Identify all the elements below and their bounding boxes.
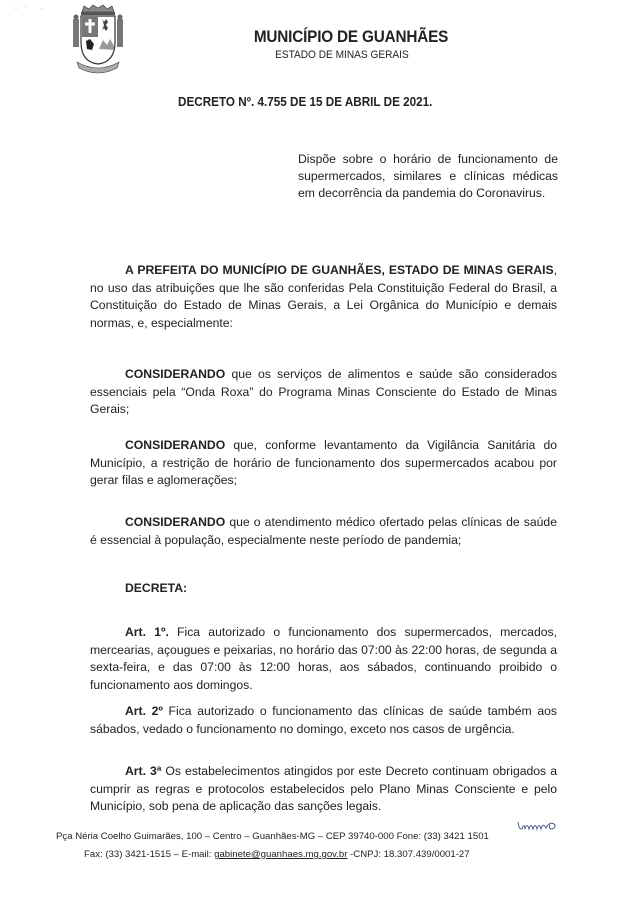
article-paragraph	[90, 624, 557, 694]
considerando-text: que o atendimento médico ofertado pelas clínicas de saúde é essencial à população, especialmente neste período de pandemia;	[90, 515, 557, 547]
article-paragraph	[90, 763, 557, 816]
state-name: ESTADO DE MINAS GERAIS	[275, 49, 409, 61]
preamble-paragraph	[90, 262, 557, 332]
decree-title: DECRETO Nº. 4.755 DE 15 DE ABRIL DE 2021.	[178, 94, 433, 109]
considerando-text: que, conforme levantamento da Vigilância Sanitária do Município, a restrição de horário de funcionamento dos supermercados acabou por gerar filas e aglomerações;	[90, 438, 557, 487]
considerando-lead: CONSIDERANDO	[125, 438, 226, 452]
footer-contact	[84, 849, 584, 860]
article-number: Art. 1º.	[125, 625, 169, 639]
considerando-paragraph	[90, 514, 557, 549]
article-number: Art. 3ª	[125, 764, 162, 778]
footer-address: Pça Néria Coelho Guimarães, 100 – Centro – Guanhães-MG – CEP 39740-000 Fone: (33) 3421 1501	[56, 831, 489, 842]
municipality-name: MUNICÍPIO DE GUANHÃES	[253, 27, 449, 46]
article-number: Art. 2º	[125, 704, 163, 718]
considerando-lead: CONSIDERANDO	[125, 515, 226, 529]
article-text: Fica autorizado o funcionamento das clínicas de saúde também aos sábados, vedado o funcionamento no domingo, exceto nos casos de urgência.	[90, 704, 557, 736]
footer-email-link[interactable]: gabinete@guanhaes.mg.gov.br	[214, 849, 348, 860]
decreta-label: DECRETA:	[125, 581, 188, 595]
scan-speck-icon	[12, 4, 52, 12]
article-text: Os estabelecimentos atingidos por este Decreto continuam obrigados a cumprir as regras e protocolos estabelecidos pelo Plano Minas Consciente e pelo Município, sob pena de aplicação das sanções legais.	[90, 764, 557, 813]
decreta-heading	[90, 580, 557, 598]
considerando-paragraph	[90, 437, 557, 490]
footer-cnpj: -CNPJ: 18.307.439/0001-27	[347, 849, 470, 860]
considerando-paragraph	[90, 366, 557, 419]
article-text: Fica autorizado o funcionamento dos supermercados, mercados, mercearias, açougues e peixarias, no horário das 07:00 às 22:00 horas, de segunda a sexta-feira, e das 07:00 às 12:00 horas, aos sábados, continuando proibido o funcionamento aos domingos.	[90, 625, 557, 692]
considerando-text: que os serviços de alimentos e saúde são considerados essenciais pela “Onda Roxa” do Programa Minas Consciente do Estado de Minas Gerais;	[90, 367, 557, 416]
decree-summary: Dispõe sobre o horário de funcionamento de supermercados, similares e clínicas médicas em decorrência da pandemia do Coronavirus.	[298, 152, 558, 200]
considerando-lead: CONSIDERANDO	[125, 367, 226, 381]
preamble-text: , no uso das atribuições que lhe são conferidas Pela Constituição Federal do Brasil, a Constituição do Estado de Minas Gerais, a Lei Orgânica do Município e demais normas, e, especialmente:	[90, 263, 557, 330]
municipal-coat-of-arms-icon	[72, 4, 124, 74]
footer-fax: Fax: (33) 3421-1515 – E-mail:	[84, 849, 215, 860]
article-paragraph	[90, 703, 557, 738]
preamble-lead: A PREFEITA DO MUNICÍPIO DE GUANHÃES, ESTADO DE MINAS GERAIS	[125, 263, 554, 277]
